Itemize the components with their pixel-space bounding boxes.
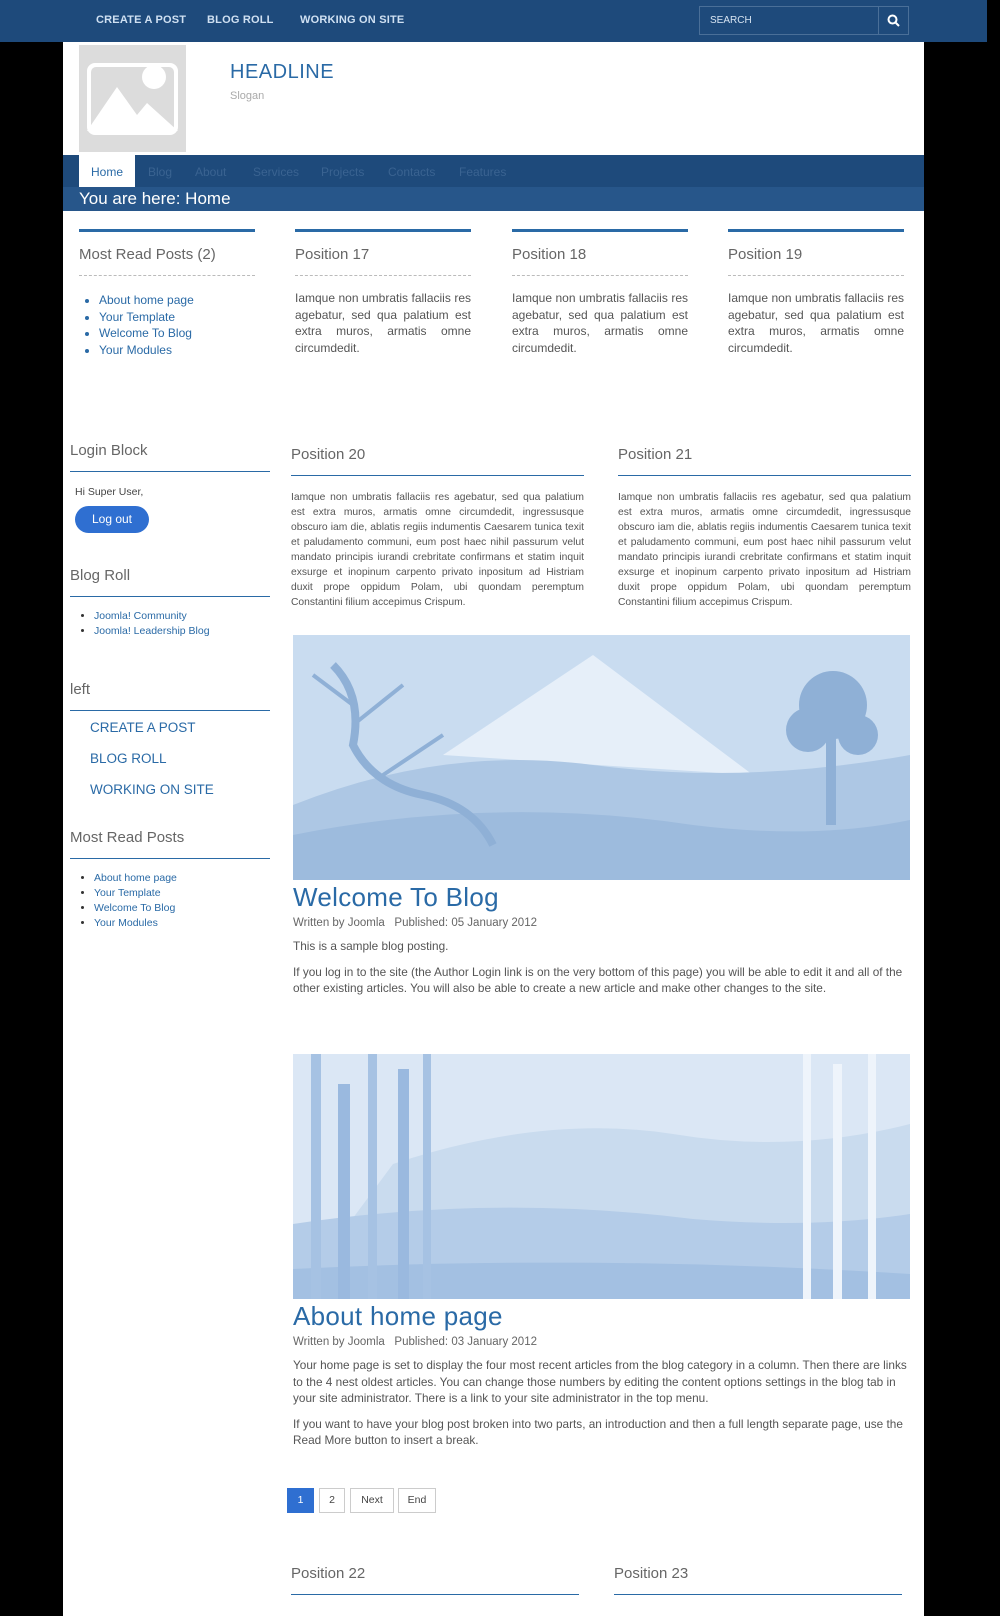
blog-roll-module: [70, 567, 270, 639]
module-top-bar: [512, 229, 688, 232]
article-paragraph: Your home page is set to display the four most recent articles from the blog category in a column. Then there are links to the 4 nest oldest articles. You can change those numbers by editing the content options settings in the blog tab in your site administrator. There is a link to your site administrator in the top menu.: [293, 1358, 907, 1406]
site-slogan: Slogan: [230, 90, 265, 102]
search-button[interactable]: [878, 7, 908, 34]
module-title: Position 18: [512, 246, 688, 276]
nav-item-services[interactable]: Services: [253, 165, 300, 179]
topbar-link-blog-roll[interactable]: BLOG ROLL: [207, 14, 274, 26]
list-item: [94, 624, 270, 639]
blog-roll-title: Blog Roll: [70, 567, 270, 597]
link-your-template[interactable]: Your Template: [94, 887, 161, 899]
blog-article: [293, 1054, 910, 1449]
link-your-modules[interactable]: Your Modules: [99, 342, 172, 357]
module-text: Iamque non umbratis fallaciis res agebatur, sed qua palatium est extra muros, armatis omne circumdedit.: [512, 291, 688, 355]
left-menu: [70, 711, 270, 804]
module-position-23: [614, 1565, 902, 1595]
article-meta: [293, 917, 910, 929]
main-nav: [63, 155, 924, 187]
article-author: Written by Joomla: [293, 917, 385, 929]
link-joomla-community[interactable]: Joomla! Community: [94, 610, 187, 622]
link-joomla-leadership-blog[interactable]: Joomla! Leadership Blog: [94, 625, 210, 637]
module-position-20: [291, 446, 584, 610]
left-menu-title: left: [70, 681, 270, 711]
nav-item-contacts[interactable]: Contacts: [388, 165, 436, 179]
module-top-bar: [728, 229, 904, 232]
module-position-22: [291, 1565, 579, 1595]
article-image-mountain: [293, 635, 910, 880]
left-menu-module: [70, 681, 270, 804]
top-bar: [0, 0, 987, 42]
list-item: [94, 901, 270, 916]
breadcrumb: You are here: Home: [63, 187, 924, 211]
module-title: Position 20: [291, 446, 584, 476]
list-item: [99, 342, 255, 359]
nav-item-home[interactable]: Home: [79, 155, 135, 187]
article-paragraph: If you want to have your blog post broken into two parts, an introduction and then a full length separate page, use the Read More button to insert a break.: [293, 1416, 903, 1448]
left-menu-create-post[interactable]: CREATE A POST: [90, 720, 196, 735]
last-page-button[interactable]: End: [398, 1488, 436, 1513]
logout-button[interactable]: Log out: [75, 506, 149, 533]
link-your-modules[interactable]: Your Modules: [94, 917, 158, 929]
module-most-read-posts: [79, 229, 255, 358]
image-placeholder-icon: [79, 45, 186, 152]
logo-image: [79, 45, 186, 152]
topbar-link-create-post[interactable]: CREATE A POST: [96, 14, 187, 26]
module-top-bar: [295, 229, 471, 232]
link-about-home-page[interactable]: About home page: [94, 872, 177, 884]
next-page-button[interactable]: Next: [350, 1488, 394, 1513]
nav-item-projects[interactable]: Projects: [321, 165, 365, 179]
module-text: Iamque non umbratis fallaciis res agebatur, sed qua palatium est extra muros, armatis omne circumdedit, ingressusque obscuro iam die, ablatis regiis indumentis Caesarem tunica texit et paludamento communi, eum post haec nihil passurum velut mandato principis iurandi crebritate confirmans et statim inquit exsurge et inopinum carpento privato inpositum ad Histriam duxit prope oppidum Polam, ubi quondam peremptum Constantini filium accepimus Crispum.: [291, 492, 584, 608]
module-title: Most Read Posts (2): [79, 246, 255, 276]
left-menu-working-on-site[interactable]: WORKING ON SITE: [90, 782, 214, 797]
module-position-18: [512, 229, 688, 356]
nav-item-features[interactable]: Features: [459, 165, 507, 179]
article-author: Written by Joomla: [293, 1336, 385, 1348]
module-title: Position 21: [618, 446, 911, 476]
article-paragraph: If you log in to the site (the Author Login link is on the very bottom of this page) you will be able to edit it and all of the other existing articles. You will also be able to create a new article and make other changes to the site.: [293, 964, 903, 996]
blog-article: [293, 635, 910, 997]
page-1-button[interactable]: 1: [287, 1488, 314, 1513]
module-position-19: [728, 229, 904, 356]
login-block: [70, 442, 270, 533]
bamboo-landscape-illustration: [293, 1054, 910, 1299]
search-box: [699, 6, 909, 35]
module-position-17: [295, 229, 471, 356]
article-date: Published: 03 January 2012: [394, 1336, 537, 1348]
module-text: Iamque non umbratis fallaciis res agebatur, sed qua palatium est extra muros, armatis omne circumdedit, ingressusque obscuro iam die, ablatis regiis indumentis Caesarem tunica texit et paludamento communi, eum post haec nihil passurum velut mandato principis iurandi crebritate confirmans et statim inquit exsurge et inopinum carpento privato inpositum ad Histriam duxit prope oppidum Polam, ubi quondam peremptum Constantini filium accepimus Crispum.: [618, 492, 911, 608]
sidebar-most-read-title: Most Read Posts: [70, 829, 270, 859]
article-title[interactable]: Welcome To Blog: [293, 882, 499, 912]
module-title: Position 19: [728, 246, 904, 276]
link-welcome-to-blog[interactable]: Welcome To Blog: [94, 902, 176, 914]
module-text: Iamque non umbratis fallaciis res agebatur, sed qua palatium est extra muros, armatis omne circumdedit.: [295, 291, 471, 355]
link-your-template[interactable]: Your Template: [99, 309, 176, 324]
module-title: Position 17: [295, 246, 471, 276]
list-item: [99, 325, 255, 342]
sidebar-most-read-list: [70, 871, 270, 931]
login-greeting: Hi Super User,: [75, 486, 144, 498]
article-image-bamboo: [293, 1054, 910, 1299]
article-title[interactable]: About home page: [293, 1301, 503, 1331]
nav-item-blog[interactable]: Blog: [148, 165, 173, 179]
mountain-landscape-illustration: [293, 635, 910, 880]
list-item: [99, 292, 255, 309]
login-block-title: Login Block: [70, 442, 270, 472]
topbar-link-working-on-site[interactable]: WORKING ON SITE: [300, 14, 405, 26]
blog-roll-list: [70, 609, 270, 639]
search-icon: [887, 14, 900, 27]
sidebar: [70, 442, 270, 931]
article-date: Published: 05 January 2012: [394, 917, 537, 929]
page-2-button[interactable]: 2: [319, 1488, 345, 1513]
module-title: Position 23: [614, 1565, 902, 1595]
sidebar-most-read-module: [70, 829, 270, 931]
module-top-bar: [79, 229, 255, 232]
link-about-home-page[interactable]: About home page: [99, 293, 194, 307]
module-title: Position 22: [291, 1565, 579, 1595]
list-item: [94, 886, 270, 901]
module-text: Iamque non umbratis fallaciis res agebatur, sed qua palatium est extra muros, armatis omne circumdedit.: [728, 291, 904, 355]
list-item: [99, 309, 255, 326]
most-read-list: [79, 292, 255, 358]
module-position-21: [618, 446, 911, 610]
article-paragraph: This is a sample blog posting.: [293, 939, 449, 953]
list-item: [94, 609, 270, 624]
site-headline[interactable]: HEADLINE: [230, 61, 335, 83]
page-container: [63, 42, 924, 1616]
nav-item-about[interactable]: About: [195, 165, 227, 179]
article-meta: [293, 1336, 910, 1348]
link-welcome-to-blog[interactable]: Welcome To Blog: [99, 326, 192, 340]
list-item: [94, 871, 270, 886]
list-item: [94, 916, 270, 931]
search-input[interactable]: [700, 7, 878, 34]
left-menu-blog-roll[interactable]: BLOG ROLL: [90, 751, 167, 766]
